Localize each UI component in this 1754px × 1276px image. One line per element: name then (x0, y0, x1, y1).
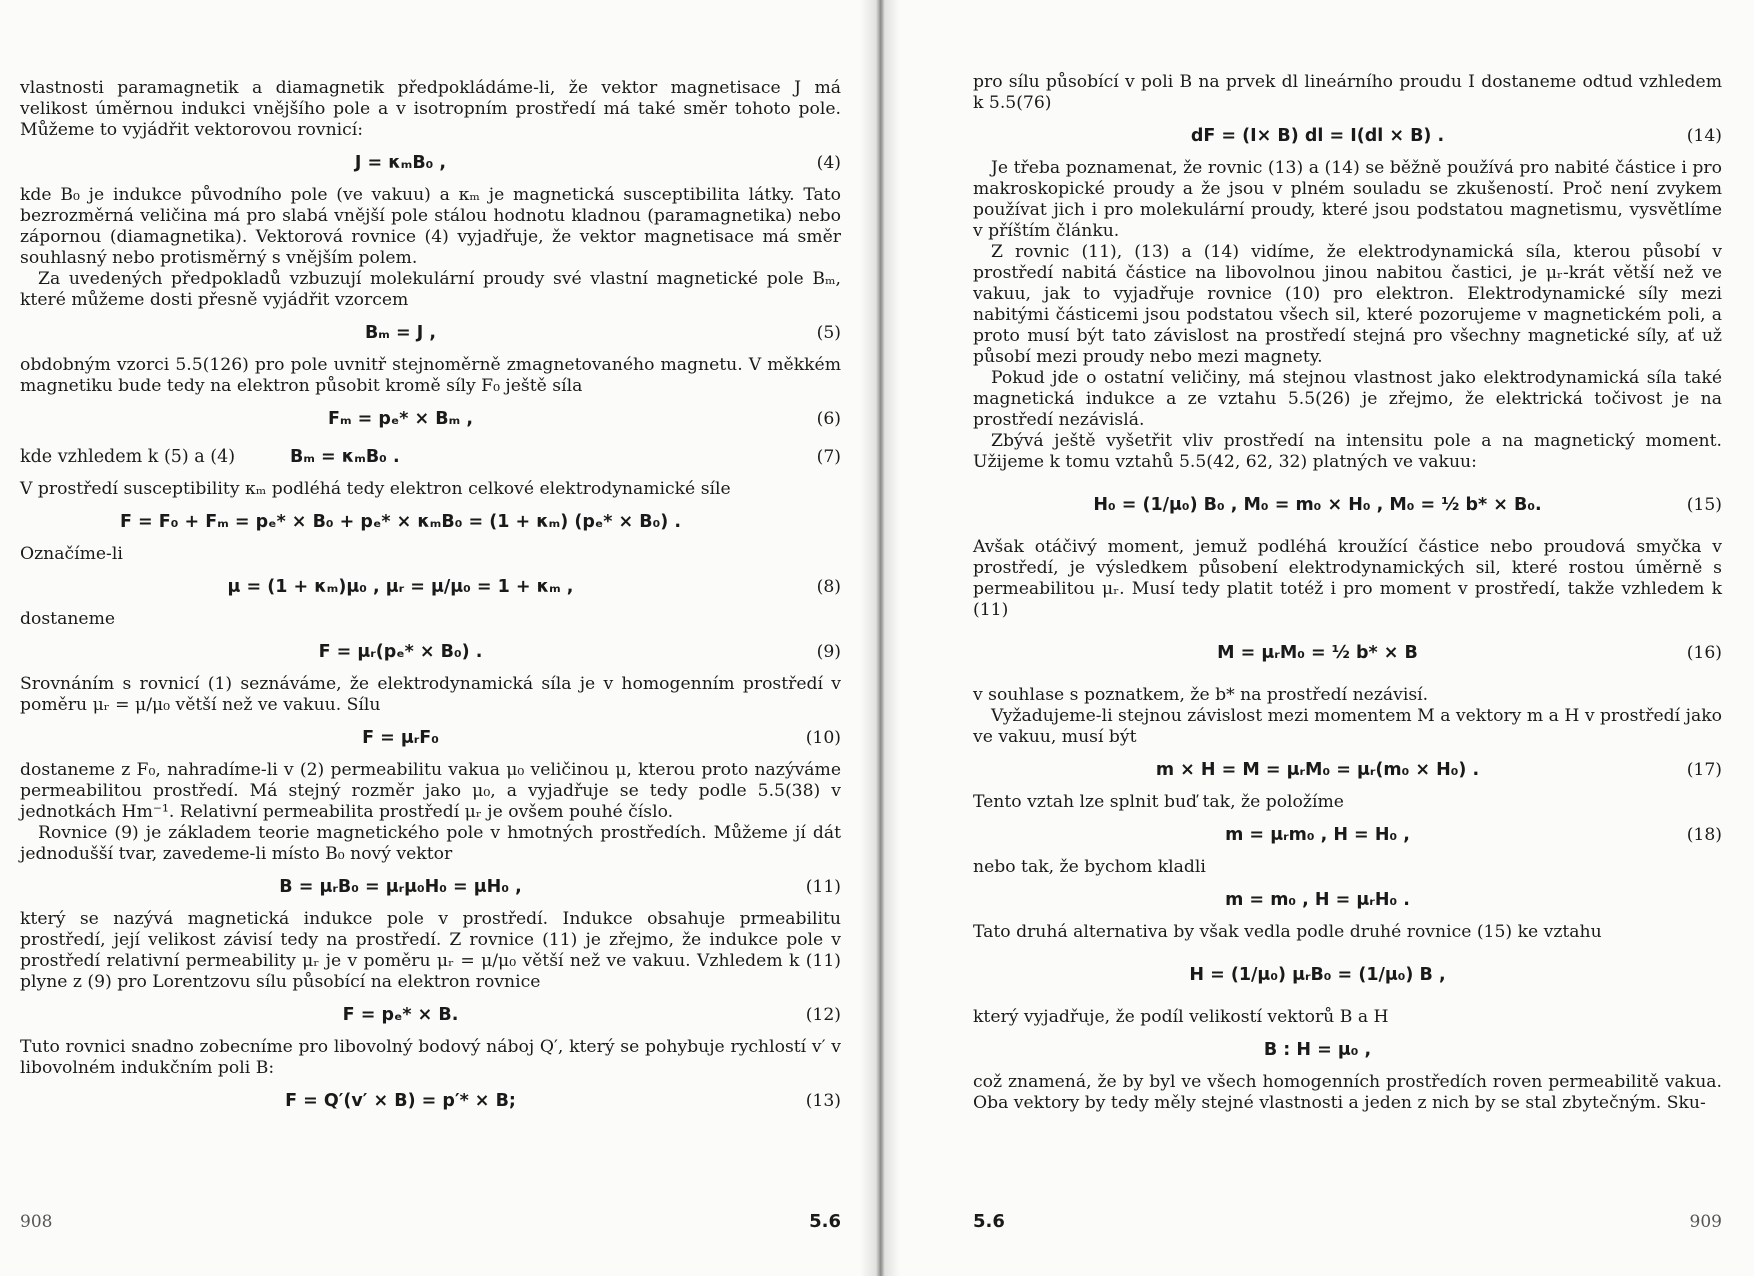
paragraph: Tato druhá alternativa by však vedla podle druhé rovnice (15) ke vztahu (973, 922, 1602, 942)
equation (20, 999, 841, 1031)
equation (20, 403, 841, 435)
equation-number: (13) (805, 1091, 841, 1111)
right-page-number: 909 (1689, 1212, 1722, 1232)
paragraph: Z rovnic (11), (13) a (14) vidíme, že elektrodynamická síla, kterou působí v prostředí nabitá částice na libovolnou jinou nabitou častici, je μᵣ-krát větší než ve vakuu, jak to vyjadřuje rovnice (10) pro elektron. Elektrodynamické síly mezi nabitými částicemi jsou podstatou všech sil, které pozorujeme v magnetickém poli, a proto musí být tato závislost na prostředí stejná pro všechny magnetické síly, ať už působí mezi proudy nebo mezi magnety. (973, 242, 1722, 367)
equation-number: (7) (816, 447, 841, 467)
equation-number: (11) (805, 877, 841, 897)
equation-formula: F = μᵣF₀ (362, 728, 439, 748)
equation-number: (15) (1686, 495, 1722, 515)
paragraph: Avšak otáčivý moment, jemuž podléhá kroužící částice nebo proudová smyčka v prostředí, je výsledkem působení elektrodynamických sil, které rostou úměrně s permeabilitou μᵣ. Musí tedy platit totéž i pro moment v prostředí, takže vzhledem k (11) (973, 537, 1722, 620)
equation-number: (18) (1686, 825, 1722, 845)
equation-formula: Bₘ = κₘB₀ . (290, 447, 400, 467)
equation-formula: H = (1/μ₀) μᵣB₀ = (1/μ₀) B , (1189, 965, 1446, 985)
equation (973, 884, 1722, 916)
paragraph: dostaneme z F₀, nahradíme-li v (2) permeabilitu vakua μ₀ veličinou μ, kterou proto nazýváme permeabilitou prostředí. Má stejný rozměr jako μ₀, a vyjadřuje se tedy podle 5.5(38) v jednotkách Hm⁻¹. Relativní permeabilita prostředí μᵣ je ovšem pouhé číslo. (20, 760, 841, 822)
equation-number: (5) (816, 323, 841, 343)
equation (973, 754, 1722, 786)
equation (20, 571, 841, 603)
paragraph: obdobným vzorci 5.5(126) pro pole uvnitř stejnoměrně zmagnetovaného magnetu. V měkkém magnetiku bude tedy na elektron působit kromě síly F₀ ještě síla (20, 355, 841, 396)
equation (973, 479, 1722, 531)
paragraph: vlastnosti paramagnetik a diamagnetik předpokládáme-li, že vektor magnetisace J má velikost úměrnou indukci vnějšího pole a v isotropním prostředí má také směr tohoto pole. Můžeme to vyjádřit vektorovou rovnicí: (20, 78, 841, 140)
equation (20, 871, 841, 903)
paragraph: Označíme-li (20, 544, 123, 564)
right-section-number: 5.6 (973, 1211, 1005, 1232)
paragraph: Vyžadujeme-li stejnou závislost mezi momentem M a vektory m a H v prostředí jako ve vakuu, musí být (973, 706, 1722, 747)
paragraph: V prostředí susceptibility κₘ podléhá tedy elektron celkové elektrodynamické síle (20, 479, 731, 499)
equation-formula: B = μᵣB₀ = μᵣμ₀H₀ = μH₀ , (279, 877, 522, 897)
equation (20, 1085, 841, 1117)
paragraph: kde B₀ je indukce původního pole (ve vakuu) a κₘ je magnetická susceptibilita látky. Tato bezrozměrná veličina má pro slabá vnější pole stálou hodnotu kladnou (paramagnetika) nebo zápornou (diamagnetika). Vektorová rovnice (4) vyjadřuje, že vektor magnetisace má směr souhlasný nebo protisměrný s vnějším polem. (20, 185, 841, 268)
equation (20, 147, 841, 179)
equation-formula: μ = (1 + κₘ)μ₀ , μᵣ = μ/μ₀ = 1 + κₘ , (227, 577, 574, 597)
equation-formula: F = μᵣ(pₑ* × B₀) . (318, 642, 483, 662)
equation-formula: F = F₀ + Fₘ = pₑ* × B₀ + pₑ* × κₘB₀ = (1 + κₘ) (pₑ* × B₀) . (119, 512, 682, 532)
equation-number: (4) (816, 153, 841, 173)
paragraph: Tento vztah lze splnit buď tak, že položíme (973, 792, 1344, 812)
paragraph: Je třeba poznamenat, že rovnic (13) a (14) se běžně používá pro nabité částice i pro makroskopické proudy a že jsou v plném souladu se zkušeností. Proč není zvykem používat jich i pro molekulární proudy, které jsou podstatou magnetismu, vysvětlíme v příštím článku. (973, 158, 1722, 241)
equation-number: (10) (805, 728, 841, 748)
paragraph: dostaneme (20, 609, 116, 629)
paragraph: pro sílu působící v poli B na prvek dl lineárního proudu I dostaneme odtud vzhledem k 5.5(76) (973, 72, 1722, 113)
equation (973, 949, 1722, 1001)
paragraph: Pokud jde o ostatní veličiny, má stejnou vlastnost jako elektrodynamická síla také magnetická indukce a ze vztahu 5.5(26) je zřejmo, že elektrická točivost je na prostředí nezávislá. (973, 368, 1722, 430)
equation-formula: F = pₑ* × B. (342, 1005, 459, 1025)
paragraph: nebo tak, že bychom kladli (973, 857, 1206, 877)
equation (20, 636, 841, 668)
paragraph: což znamená, že by byl ve všech homogenních prostředích roven permeabilitě vakua. Oba vektory by tedy měly stejné vlastnosti a jeden z nich by se stal zbytečným. Sku- (973, 1072, 1722, 1113)
equation-number: (6) (816, 409, 841, 429)
paragraph: Rovnice (9) je základem teorie magnetického pole v hmotných prostředích. Můžeme jí dát jednodušší tvar, zavedeme-li místo B₀ nový vektor (20, 823, 841, 864)
equation (973, 1034, 1722, 1066)
equation-formula: dF = (I× B) dl = I(dl × B) . (1190, 126, 1445, 146)
equation (973, 627, 1722, 679)
equation (20, 317, 841, 349)
paragraph: Tuto rovnici snadno zobecníme pro libovolný bodový náboj Q′, který se pohybuje rychlostí v′ v libovolném indukčním poli B: (20, 1037, 841, 1078)
paragraph: Za uvedených předpokladů vzbuzují molekulární proudy své vlastní magnetické pole Bₘ, které můžeme dosti přesně vyjádřit vzorcem (20, 269, 841, 310)
equation-number: (17) (1686, 760, 1722, 780)
right-page-content (973, 72, 1722, 1114)
equation-formula: m × H = M = μᵣM₀ = μᵣ(m₀ × H₀) . (1155, 760, 1480, 780)
paragraph: Zbývá ještě vyšetřit vliv prostředí na intensitu pole a na magnetický moment. Užijeme k tomu vztahů 5.5(42, 62, 32) platných ve vakuu: (973, 431, 1722, 472)
equation-formula: H₀ = (1/μ₀) B₀ , M₀ = m₀ × H₀ , M₀ = ½ b* × B₀. (1093, 495, 1542, 515)
paragraph: který se nazývá magnetická indukce pole v prostředí. Indukce obsahuje prmeabilitu prostředí, její velikost závisí tedy na prostředí. Z rovnice (11) je zřejmo, že indukce pole v prostředí relativní permeability μᵣ je v poměru μᵣ = μ/μ₀ větší než ve vakuu. Vzhledem k (11) plyne z (9) pro Lorentzovu sílu působící na elektron rovnice (20, 909, 841, 992)
left-page-number: 908 (20, 1212, 53, 1232)
equation-lead-text: kde vzhledem k (5) a (4) (20, 447, 236, 467)
equation-formula: M = μᵣM₀ = ½ b* × B (1217, 643, 1418, 663)
paragraph: v souhlase s poznatkem, že b* na prostředí nezávisí. (973, 685, 1429, 705)
equation (973, 819, 1722, 851)
equation (20, 441, 841, 473)
equation (20, 506, 841, 538)
left-section-number: 5.6 (809, 1211, 841, 1232)
equation-formula: J = κₘB₀ , (354, 153, 447, 173)
equation-number: (14) (1686, 126, 1722, 146)
paragraph: Srovnáním s rovnicí (1) seznáváme, že elektrodynamická síla je v homogenním prostředí v poměru μᵣ = μ/μ₀ větší než ve vakuu. Sílu (20, 674, 841, 715)
right-page (877, 0, 1754, 1276)
equation-formula: m = μᵣm₀ , H = H₀ , (1225, 825, 1410, 845)
equation-formula: m = m₀ , H = μᵣH₀ . (1225, 890, 1410, 910)
equation-formula: F = Q′(v′ × B) = p′* × B; (285, 1091, 516, 1111)
equation-formula: Fₘ = pₑ* × Bₘ , (327, 409, 474, 429)
equation-formula: Bₘ = J , (364, 323, 437, 343)
equation (973, 120, 1722, 152)
equation-formula: B : H = μ₀ , (1263, 1040, 1372, 1060)
equation (20, 722, 841, 754)
equation-number: (8) (816, 577, 841, 597)
left-page-content (20, 78, 841, 1117)
equation-number: (9) (816, 642, 841, 662)
paragraph: který vyjadřuje, že podíl velikostí vektorů B a H (973, 1007, 1389, 1027)
equation-number: (16) (1686, 643, 1722, 663)
equation-number: (12) (805, 1005, 841, 1025)
